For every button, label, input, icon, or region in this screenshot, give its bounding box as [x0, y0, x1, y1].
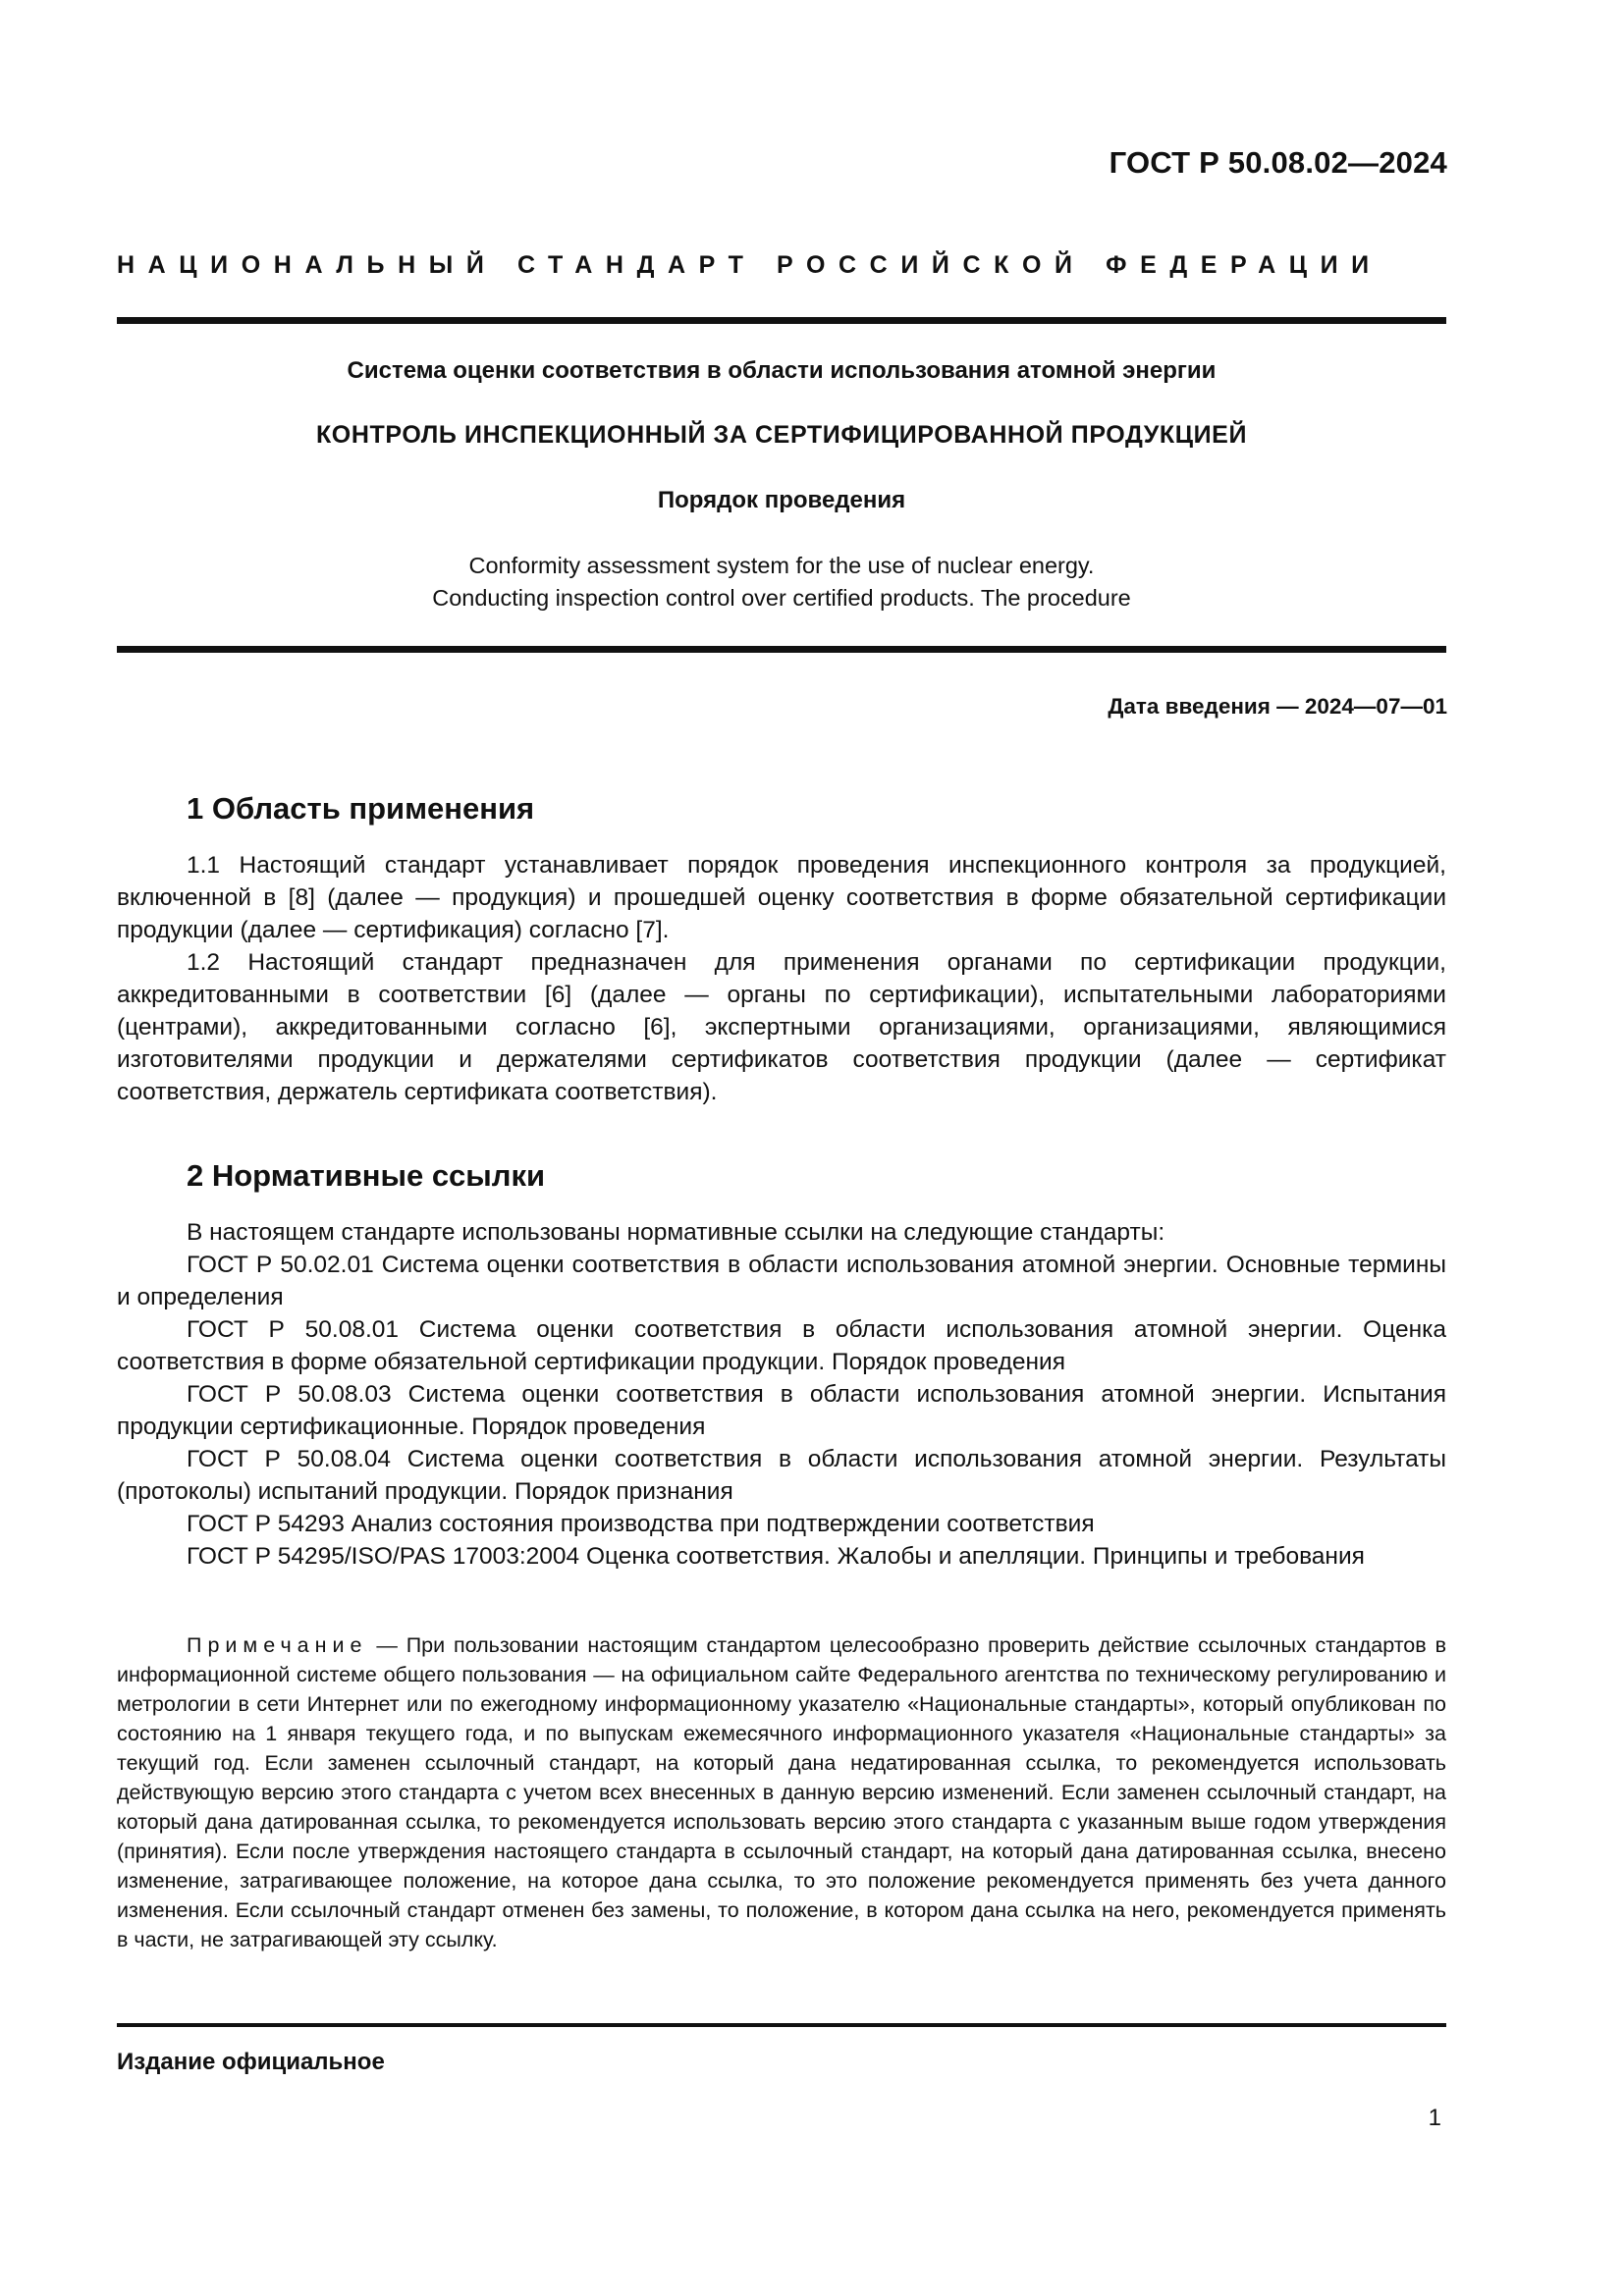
system-title: Система оценки соответствия в области использования атомной энергии — [347, 357, 1217, 384]
note-text: — При пользовании настоящим стандартом целесообразно проверить действие ссылочных стандартов в информационной системе общего пользования — на официальном сайте Федерального агентства по техническому регулированию и метрологии в сети Интернет или по ежегодному информационному указателю «Национальные стандарты», который опубликован по состоянию на 1 января текущего года, и по выпускам ежемесячного информационного указателя «Национальные стандарты» за текущий год. Если заменен ссылочный стандарт, на который дана недатированная ссылка, то рекомендуется использовать действующую версию этого стандарта с учетом всех внесенных в данную версию изменений. Если заменен ссылочный стандарт, на который дана датированная ссылка, то рекомендуется использовать версию этого стандарта с указанным выше годом утверждения (принятия). Если после утверждения настоящего стандарта в ссылочный стандарт, на который дана датированная ссылка, внесено изменение, затрагивающее положение, на которое дана ссылка, то это положение рекомендуется применять без учета данного изменения. Если ссылочный стандарт отменен без замены, то положение, в котором дана ссылка на него, рекомендуется применять в части, не затрагивающей эту ссылку. — [117, 1633, 1446, 1951]
reference-item: ГОСТ Р 50.08.03 Система оценки соответствия в области использования атомной энергии. Испытания продукции сертификационные. Порядок проведения — [117, 1381, 1446, 1440]
reference-item: ГОСТ Р 54295/ISO/PAS 17003:2004 Оценка соответствия. Жалобы и апелляции. Принципы и требования — [187, 1543, 1365, 1570]
top-rule — [117, 317, 1446, 324]
reference-item: ГОСТ Р 54293 Анализ состояния производства при подтверждении соответствия — [187, 1511, 1095, 1537]
note-block — [117, 1630, 1446, 1954]
note-paragraph — [117, 1630, 1446, 1954]
reference-item: ГОСТ Р 50.08.04 Система оценки соответствия в области использования атомной энергии. Результаты (протоколы) испытаний продукции. Порядок признания — [117, 1446, 1446, 1505]
main-title: КОНТРОЛЬ ИНСПЕКЦИОННЫЙ ЗА СЕРТИФИЦИРОВАННОЙ ПРОДУКЦИЕЙ — [315, 421, 1248, 449]
english-title — [117, 550, 1446, 614]
paragraph: 1.1 Настоящий стандарт устанавливает порядок проведения инспекционного контроля за продукцией, включенной в [8] (далее — продукция) и прошедшей оценку соответствия в форме обязательной сертификации продукции (далее — сертификация) согласно [7]. — [117, 852, 1446, 943]
english-title-line: Conducting inspection control over certified products. The procedure — [432, 585, 1131, 611]
title-rule — [117, 646, 1446, 653]
edition-label: Издание официальное — [117, 2049, 385, 2075]
section-heading-scope: 1 Область применения — [187, 791, 535, 826]
document-id: ГОСТ Р 50.08.02—2024 — [1109, 145, 1447, 180]
paragraph: 1.2 Настоящий стандарт предназначен для применения органами по сертификации продукции, аккредитованными в соответствии [6] (далее — органы по сертификации), испытательными лабораториями (центрами), аккредитованными согласно [6], экспертными организациями, организациями, являющимися изготовителями продукции и держателями сертификатов соответствия продукции (далее — сертификат соответствия, держатель сертификата соответствия). — [117, 949, 1446, 1105]
page-number: 1 — [1428, 2105, 1441, 2131]
section-heading-references: 2 Нормативные ссылки — [187, 1158, 546, 1193]
english-title-line: Conformity assessment system for the use of nuclear energy. — [468, 553, 1095, 578]
reference-item: ГОСТ Р 50.02.01 Система оценки соответствия в области использования атомной энергии. Основные термины и определения — [117, 1252, 1446, 1310]
sub-title: Порядок проведения — [657, 487, 906, 513]
section-body-references — [117, 1216, 1446, 1573]
note-lead: Примечание — [187, 1633, 368, 1657]
footer-rule — [117, 2023, 1446, 2027]
paragraph: В настоящем стандарте использованы нормативные ссылки на следующие стандарты: — [187, 1219, 1165, 1246]
section-body-scope — [117, 849, 1446, 1108]
reference-item: ГОСТ Р 50.08.01 Система оценки соответствия в области использования атомной энергии. Оценка соответствия в форме обязательной сертификации продукции. Порядок проведения — [117, 1316, 1446, 1375]
national-standard-banner: НАЦИОНАЛЬНЫЙ СТАНДАРТ РОССИЙСКОЙ ФЕДЕРАЦИИ — [117, 251, 1382, 279]
introduction-date: Дата введения — 2024—07—01 — [1108, 694, 1447, 719]
